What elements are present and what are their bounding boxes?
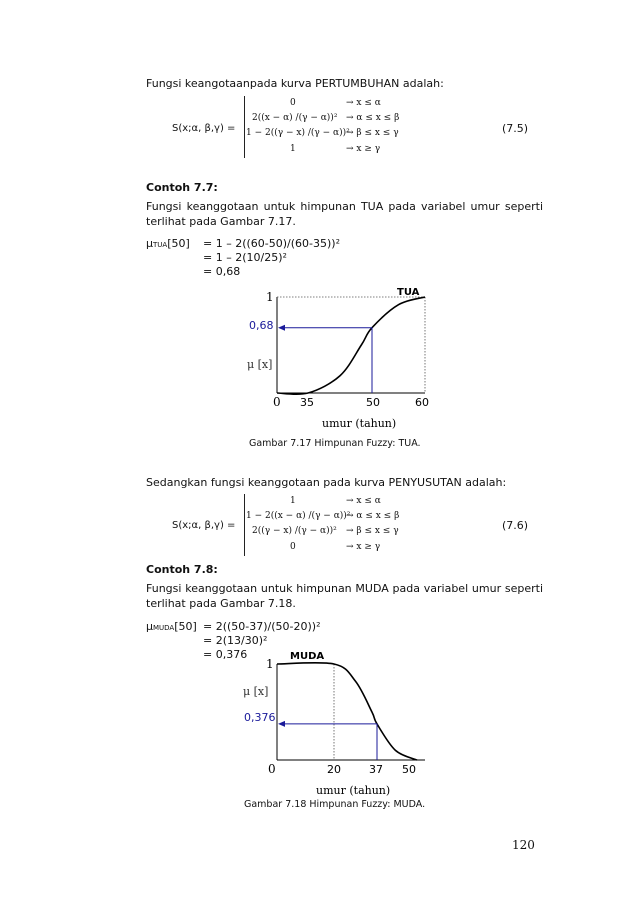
eq76-row3-expr: 2((γ − x) /(γ − α))² xyxy=(252,526,337,536)
growth-intro-text: Fungsi keangotaanpada kurva PERTUMBUHAN adalah: xyxy=(146,77,444,90)
eq76-row2-expr: 1 − 2((x − α) /(γ − α))² xyxy=(246,511,351,521)
eq76-row3-cond: → β ≤ x ≤ γ xyxy=(346,526,399,536)
eq76-row1-cond: → x ≤ α xyxy=(346,496,381,506)
eq75-row1-cond: → x ≤ α xyxy=(346,98,381,108)
fig717-x-tick-0: 0 xyxy=(273,395,281,409)
fig718-x-tick-0: 0 xyxy=(268,762,276,776)
fig718-x-tick-50: 50 xyxy=(402,763,416,776)
ex77-heading: Contoh 7.7: xyxy=(146,181,218,194)
fig718-y-one: 1 xyxy=(266,657,274,671)
ex78-calc-line-1: = 2((50-37)/(50-20))² xyxy=(203,620,321,633)
eq75-row3-cond: → β ≤ x ≤ γ xyxy=(346,128,399,138)
fig718-arrowhead xyxy=(278,721,285,727)
ex78-heading: Contoh 7.8: xyxy=(146,563,218,576)
fig717-x-tick-35: 35 xyxy=(300,396,314,409)
ex77-mu-arg: [50] xyxy=(167,237,190,250)
eq76-row4-cond: → x ≥ γ xyxy=(346,542,381,552)
fig718-set-label: MUDA xyxy=(290,651,325,662)
eq75-row3-expr: 1 − 2((γ − x) /(γ − α))² xyxy=(246,128,350,138)
eq76-number: (7.6) xyxy=(502,519,529,532)
fig718-membership-curve xyxy=(277,663,417,760)
ex78-mu-arg: [50] xyxy=(174,620,197,633)
ex78-mu-subscript: MUDA xyxy=(153,624,175,632)
ex78-paragraph: Fungsi keanggotaan untuk himpunan MUDA pada variabel umur seperti terlihat pada Gambar 7.18. xyxy=(146,582,543,610)
fig717-set-label: TUA xyxy=(397,287,420,298)
ex78-calc-line-3: = 0,376 xyxy=(203,648,248,661)
eq75-row1-expr: 0 xyxy=(290,98,296,108)
eq75-row2-expr: 2((x − α) /(γ − α))² xyxy=(252,113,338,123)
ex78-calc-line-2: = 2(13/30)² xyxy=(203,634,268,647)
ex78-mu-symbol: μ xyxy=(146,620,153,633)
fig717-x-tick-60: 60 xyxy=(415,396,429,409)
eq76-row1-expr: 1 xyxy=(290,496,296,506)
fig717-y-value-label: 0,68 xyxy=(249,319,274,332)
eq75-row2-cond: → α ≤ x ≤ β xyxy=(346,113,400,123)
ex77-mu-symbol: μ xyxy=(146,237,153,250)
eq75-number: (7.5) xyxy=(502,122,529,135)
fig718-y-value-label: 0,376 xyxy=(244,711,276,724)
eq75-row4-cond: → x ≥ γ xyxy=(346,144,381,154)
eq76-lhs: S(x;α, β,γ) = xyxy=(172,520,236,531)
ex77-calc-line-2: = 1 – 2(10/25)² xyxy=(203,251,287,264)
fig718-x-tick-20: 20 xyxy=(327,763,341,776)
fig717-y-axis-label: μ [x] xyxy=(247,358,273,371)
eq76-row4-expr: 0 xyxy=(290,542,296,552)
ex77-calc-line-3: = 0,68 xyxy=(203,265,241,278)
fig717-y-one: 1 xyxy=(266,290,274,304)
fig718-y-axis-label: μ [x] xyxy=(243,685,269,698)
fig718-x-tick-37: 37 xyxy=(369,763,383,776)
ex77-calc-line-1: = 1 – 2((60-50)/(60-35))² xyxy=(203,237,340,250)
eq75-lhs: S(x;α, β,γ) = xyxy=(172,123,236,134)
shrink-intro-text: Sedangkan fungsi keanggotaan pada kurva PENYUSUTAN adalah: xyxy=(146,476,507,489)
eq75-row4-expr: 1 xyxy=(290,144,296,154)
page-number: 120 xyxy=(512,838,535,852)
eq76-row2-cond: → α ≤ x ≤ β xyxy=(346,511,400,521)
ex77-paragraph: Fungsi keanggotaan untuk himpunan TUA pada variabel umur seperti terlihat pada Gambar 7.17. xyxy=(146,200,543,228)
fig717-x-tick-50: 50 xyxy=(366,396,380,409)
ex77-mu-subscript: TUA xyxy=(153,241,168,249)
fig717-caption: Gambar 7.17 Himpunan Fuzzy: TUA. xyxy=(249,438,421,449)
fig718-x-axis-label: umur (tahun) xyxy=(316,784,391,797)
fig718-caption: Gambar 7.18 Himpunan Fuzzy: MUDA. xyxy=(244,799,426,810)
fig717-x-axis-label: umur (tahun) xyxy=(322,417,397,430)
